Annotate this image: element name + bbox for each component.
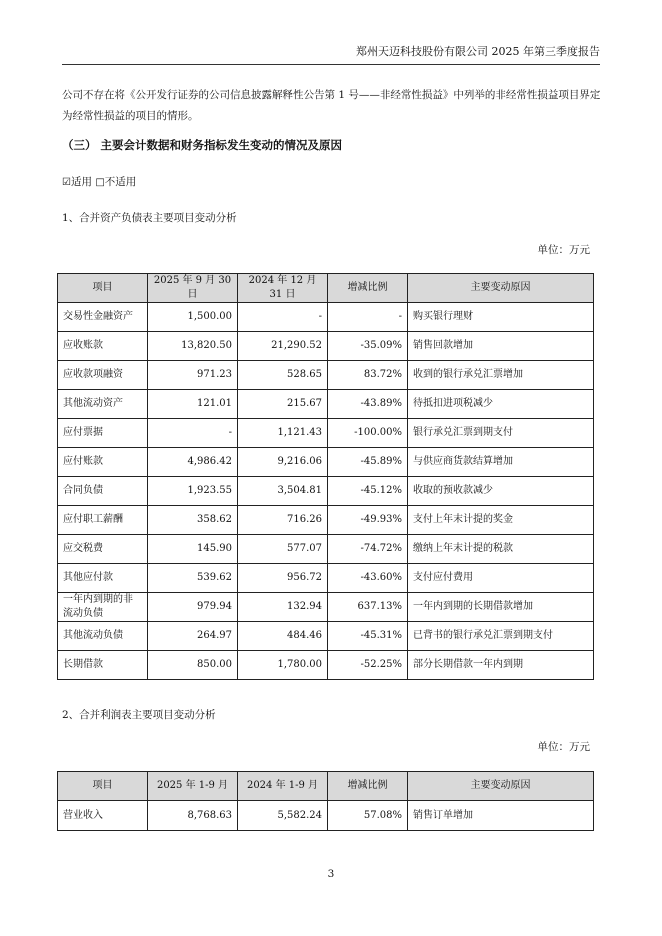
value-cell: 3,504.81 bbox=[238, 477, 328, 506]
value-cell: 121.01 bbox=[148, 390, 238, 419]
balance-unit-label: 单位：万元 bbox=[537, 244, 590, 256]
reason-cell: 部分长期借款一年内到期 bbox=[408, 651, 594, 680]
reason-cell: 银行承兑汇票到期支付 bbox=[408, 419, 594, 448]
table-row bbox=[58, 361, 594, 390]
value-cell: 9,216.06 bbox=[238, 448, 328, 477]
row-label-cell: 应付职工薪酬 bbox=[58, 506, 148, 535]
report-header bbox=[62, 44, 600, 65]
reason-cell: 已背书的银行承兑汇票到期支付 bbox=[408, 622, 594, 651]
reason-cell: 收取的预收款减少 bbox=[408, 477, 594, 506]
value-cell: -45.12% bbox=[328, 477, 408, 506]
value-cell: - bbox=[328, 303, 408, 332]
income-statement-subtitle: 2、合并利润表主要项目变动分析 bbox=[62, 709, 216, 721]
reason-cell: 销售订单增加 bbox=[408, 801, 594, 831]
value-cell: 577.07 bbox=[238, 535, 328, 564]
not-applicable-label: 不适用 bbox=[104, 176, 137, 188]
reason-cell: 缴纳上年末计提的税款 bbox=[408, 535, 594, 564]
intro-paragraph: 公司不存在将《公开发行证券的公司信息披露解释性公告第 1 号——非经常性损益》中列举的非经常性损益项目界定为经常性损益的项目的情形。 bbox=[62, 89, 601, 122]
value-cell: -43.60% bbox=[328, 564, 408, 593]
value-cell: -49.93% bbox=[328, 506, 408, 535]
income-unit-label: 单位：万元 bbox=[537, 741, 590, 753]
value-cell: 145.90 bbox=[148, 535, 238, 564]
column-header: 2024 年 12 月 31 日 bbox=[238, 274, 328, 303]
column-header: 增减比例 bbox=[328, 274, 408, 303]
applicable-label: 适用 bbox=[70, 176, 92, 188]
table-row bbox=[58, 390, 594, 419]
value-cell: 956.72 bbox=[238, 564, 328, 593]
value-cell: 21,290.52 bbox=[238, 332, 328, 361]
reason-cell: 支付应付费用 bbox=[408, 564, 594, 593]
report-header-title: 郑州天迈科技股份有限公司 2025 年第三季度报告 bbox=[356, 45, 600, 58]
column-header: 项目 bbox=[58, 274, 148, 303]
balance-sheet-table bbox=[57, 273, 594, 680]
row-label-cell: 应付账款 bbox=[58, 448, 148, 477]
value-cell: - bbox=[238, 303, 328, 332]
value-cell: 971.23 bbox=[148, 361, 238, 390]
row-label-cell: 应付票据 bbox=[58, 419, 148, 448]
value-cell: 1,121.43 bbox=[238, 419, 328, 448]
column-header: 项目 bbox=[58, 772, 148, 801]
column-header: 2025 年 1-9 月 bbox=[148, 772, 238, 801]
reason-cell: 收到的银行承兑汇票增加 bbox=[408, 361, 594, 390]
income-statement-body bbox=[58, 801, 594, 831]
value-cell: -35.09% bbox=[328, 332, 408, 361]
row-label-cell: 营业收入 bbox=[58, 801, 148, 831]
value-cell: - bbox=[148, 419, 238, 448]
value-cell: 132.94 bbox=[238, 593, 328, 622]
section-title: （三） 主要会计数据和财务指标发生变动的情况及原因 bbox=[62, 138, 343, 152]
value-cell: 215.67 bbox=[238, 390, 328, 419]
value-cell: 1,500.00 bbox=[148, 303, 238, 332]
value-cell: 637.13% bbox=[328, 593, 408, 622]
row-label-cell: 应收账款 bbox=[58, 332, 148, 361]
value-cell: 539.62 bbox=[148, 564, 238, 593]
reason-cell: 支付上年末计提的奖金 bbox=[408, 506, 594, 535]
balance-sheet-body bbox=[58, 303, 594, 680]
applicability-options bbox=[62, 174, 136, 189]
value-cell: 13,820.50 bbox=[148, 332, 238, 361]
table-row bbox=[58, 535, 594, 564]
value-cell: 8,768.63 bbox=[148, 801, 238, 831]
checked-box-icon: ☑ bbox=[62, 177, 71, 188]
value-cell: 358.62 bbox=[148, 506, 238, 535]
table-row bbox=[58, 801, 594, 831]
table-row bbox=[58, 419, 594, 448]
row-label-cell: 其他流动负债 bbox=[58, 622, 148, 651]
table-row bbox=[58, 593, 594, 622]
row-label-cell: 一年内到期的非流动负债 bbox=[58, 593, 148, 622]
value-cell: 83.72% bbox=[328, 361, 408, 390]
value-cell: -43.89% bbox=[328, 390, 408, 419]
row-label-cell: 合同负债 bbox=[58, 477, 148, 506]
value-cell: 1,923.55 bbox=[148, 477, 238, 506]
balance-sheet-subtitle: 1、合并资产负债表主要项目变动分析 bbox=[62, 212, 237, 224]
table-row bbox=[58, 332, 594, 361]
value-cell: -45.31% bbox=[328, 622, 408, 651]
column-header: 2024 年 1-9 月 bbox=[238, 772, 328, 801]
row-label-cell: 其他应付款 bbox=[58, 564, 148, 593]
table-row bbox=[58, 651, 594, 680]
table-row bbox=[58, 448, 594, 477]
reason-cell: 购买银行理财 bbox=[408, 303, 594, 332]
reason-cell: 一年内到期的长期借款增加 bbox=[408, 593, 594, 622]
column-header: 2025 年 9 月 30 日 bbox=[148, 274, 238, 303]
row-label-cell: 其他流动资产 bbox=[58, 390, 148, 419]
reason-cell: 与供应商货款结算增加 bbox=[408, 448, 594, 477]
value-cell: -74.72% bbox=[328, 535, 408, 564]
value-cell: 716.26 bbox=[238, 506, 328, 535]
unchecked-box-icon: □ bbox=[95, 177, 105, 188]
value-cell: 484.46 bbox=[238, 622, 328, 651]
table-row bbox=[58, 622, 594, 651]
value-cell: 979.94 bbox=[148, 593, 238, 622]
row-label-cell: 应收款项融资 bbox=[58, 361, 148, 390]
table-header-row bbox=[58, 274, 594, 303]
value-cell: 57.08% bbox=[328, 801, 408, 831]
row-label-cell: 应交税费 bbox=[58, 535, 148, 564]
table-row bbox=[58, 506, 594, 535]
table-row bbox=[58, 564, 594, 593]
column-header: 主要变动原因 bbox=[408, 274, 594, 303]
value-cell: 5,582.24 bbox=[238, 801, 328, 831]
value-cell: -100.00% bbox=[328, 419, 408, 448]
reason-cell: 销售回款增加 bbox=[408, 332, 594, 361]
column-header: 增减比例 bbox=[328, 772, 408, 801]
value-cell: -52.25% bbox=[328, 651, 408, 680]
value-cell: 1,780.00 bbox=[238, 651, 328, 680]
value-cell: 264.97 bbox=[148, 622, 238, 651]
column-header: 主要变动原因 bbox=[408, 772, 594, 801]
table-row bbox=[58, 477, 594, 506]
table-row bbox=[58, 303, 594, 332]
reason-cell: 待抵扣进项税减少 bbox=[408, 390, 594, 419]
value-cell: 4,986.42 bbox=[148, 448, 238, 477]
row-label-cell: 交易性金融资产 bbox=[58, 303, 148, 332]
value-cell: 528.65 bbox=[238, 361, 328, 390]
value-cell: 850.00 bbox=[148, 651, 238, 680]
row-label-cell: 长期借款 bbox=[58, 651, 148, 680]
value-cell: -45.89% bbox=[328, 448, 408, 477]
table-header-row bbox=[58, 772, 594, 801]
page-number: 3 bbox=[327, 868, 335, 880]
income-statement-table bbox=[57, 771, 594, 831]
